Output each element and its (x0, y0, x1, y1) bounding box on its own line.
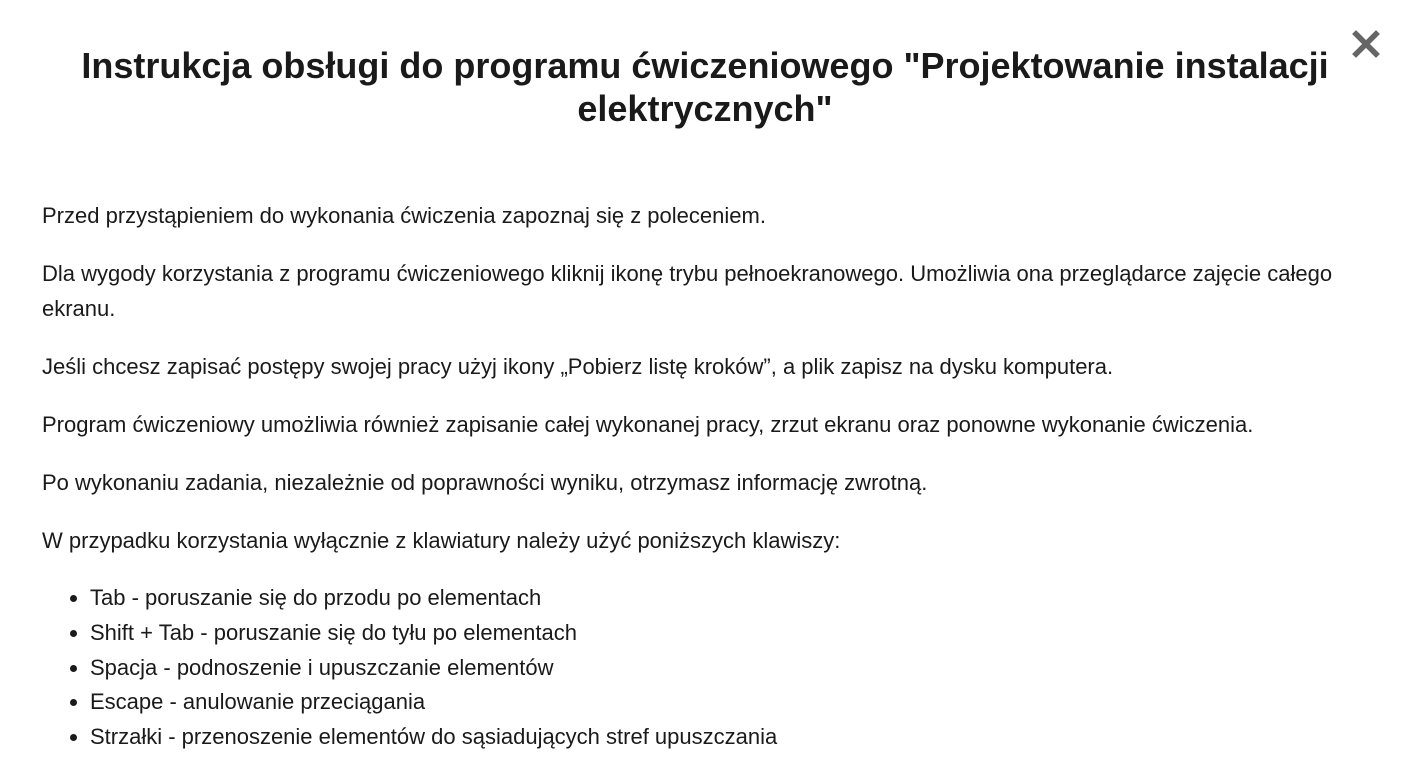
list-item-space: • Spacja - podnoszenie i upuszczanie elementów (90, 651, 1382, 686)
instructions-content (42, 198, 1382, 755)
paragraph-save-work: Program ćwiczeniowy umożliwia również zapisanie całej wykonanej pracy, zrzut ekranu oraz ponowne wykonanie ćwiczenia. (42, 412, 1254, 437)
list-item-tab: • Tab - poruszanie się do przodu po elementach (90, 581, 1382, 616)
close-icon (1352, 30, 1380, 58)
dialog-title: Instrukcja obsługi do programu ćwiczeniowego "Projektowanie instalacji elektrycznych" (81, 45, 1329, 129)
paragraph-save-progress: Jeśli chcesz zapisać postępy swojej pracy użyj ikony „Pobierz listę kroków”, a plik zapisz na dysku komputera. (42, 354, 1114, 379)
list-item-escape: • Escape - anulowanie przeciągania (90, 685, 1382, 720)
keyboard-shortcuts-list (42, 581, 1382, 755)
paragraph-read-task: Przed przystąpieniem do wykonania ćwiczenia zapoznaj się z poleceniem. (42, 203, 766, 228)
list-item-arrows: • Strzałki - przenoszenie elementów do sąsiadujących stref upuszczania (90, 720, 1382, 755)
list-item-shift-tab: • Shift + Tab - poruszanie się do tyłu po elementach (90, 616, 1382, 651)
paragraph-feedback: Po wykonaniu zadania, niezależnie od poprawności wyniku, otrzymasz informację zwrotną. (42, 470, 928, 495)
paragraph-keyboard: W przypadku korzystania wyłącznie z klawiatury należy użyć poniższych klawiszy: (42, 528, 841, 553)
paragraph-fullscreen: Dla wygody korzystania z programu ćwiczeniowego kliknij ikonę trybu pełnoekranowego. Umożliwia ona przeglądarce zajęcie całego ekranu. (42, 261, 1333, 321)
close-button[interactable] (1348, 26, 1384, 62)
